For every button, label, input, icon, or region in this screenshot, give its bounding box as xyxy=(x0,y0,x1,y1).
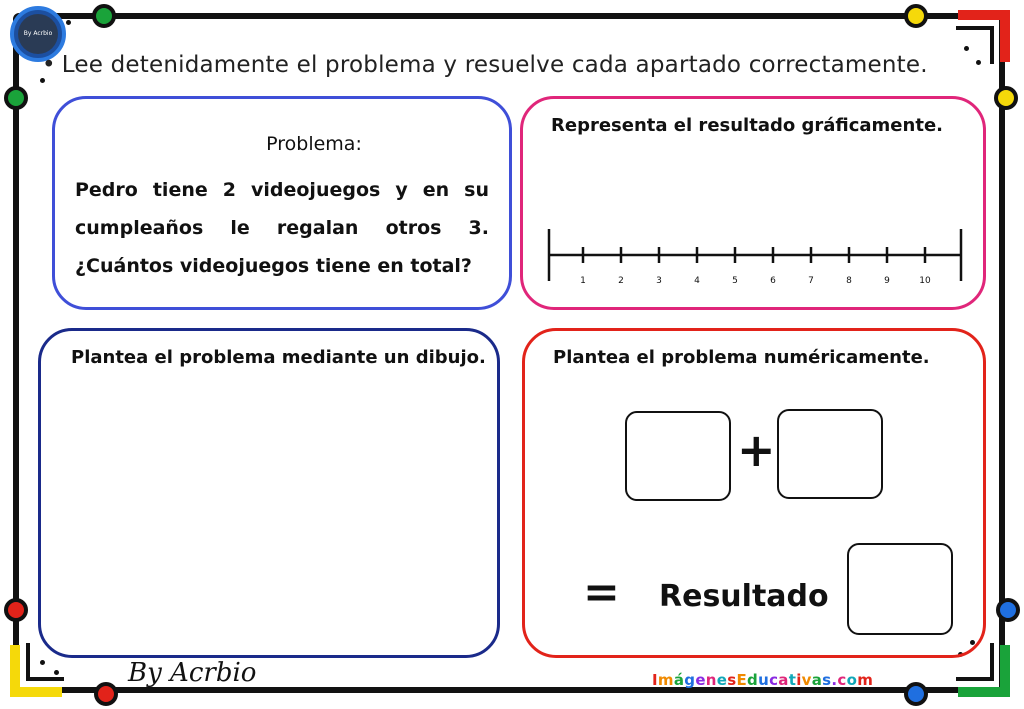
website-letter: o xyxy=(846,671,858,689)
drawing-box-title: Plantea el problema mediante un dibujo. xyxy=(71,347,486,368)
decorative-tiny-dot xyxy=(976,60,981,65)
plus-sign: + xyxy=(737,423,776,477)
graph-box-title: Representa el resultado gráficamente. xyxy=(551,115,943,136)
decorative-dot-red xyxy=(94,682,118,706)
drawing-box[interactable] xyxy=(38,328,500,658)
website-letter: c xyxy=(769,671,779,689)
numeric-box xyxy=(522,328,986,658)
number-line-tick-label: 8 xyxy=(846,276,852,286)
problem-heading: Problema: xyxy=(266,133,362,155)
website-letter: i xyxy=(796,671,802,689)
numeric-box-title: Plantea el problema numéricamente. xyxy=(553,347,930,368)
problem-box xyxy=(52,96,512,310)
author-logo-text: By Acrbio xyxy=(18,14,58,54)
instruction-bullet: • xyxy=(42,52,56,78)
author-signature: By Acrbio xyxy=(128,658,257,688)
decorative-dot-red xyxy=(4,598,28,622)
problem-statement: Pedro tiene 2 videojuegos y en su cumpleaños le regalan otros 3. ¿Cuántos videojuegos tiene en total? xyxy=(75,179,489,277)
decorative-dot-yellow xyxy=(904,4,928,28)
result-label: Resultado xyxy=(659,579,829,614)
decorative-dot-green xyxy=(4,86,28,110)
number-line-tick-label: 10 xyxy=(919,276,931,286)
corner-decoration-top-right xyxy=(958,10,1010,62)
decorative-tiny-dot xyxy=(66,20,71,25)
website-letter: I xyxy=(652,671,658,689)
number-line-tick-label: 9 xyxy=(884,276,890,286)
website-letter: e xyxy=(695,671,706,689)
number-line[interactable] xyxy=(545,221,969,291)
instruction-text xyxy=(42,52,928,78)
decorative-tiny-dot xyxy=(964,46,969,51)
website-letter: . xyxy=(831,671,838,689)
graph-box xyxy=(520,96,986,310)
website-letter: m xyxy=(857,671,874,689)
decorative-dot-blue xyxy=(904,682,928,706)
website-letter: d xyxy=(747,671,759,689)
decorative-dot-yellow xyxy=(994,86,1018,110)
decorative-tiny-dot xyxy=(54,670,59,675)
website-letter: t xyxy=(788,671,797,689)
website-letter: á xyxy=(673,671,685,689)
website-letter: e xyxy=(716,671,728,689)
number-line-tick-label: 5 xyxy=(732,276,738,286)
number-line-tick-label: 6 xyxy=(770,276,776,286)
addend-box-second[interactable] xyxy=(777,409,883,499)
website-letter: E xyxy=(736,671,748,689)
number-line-tick-label: 4 xyxy=(694,276,700,286)
website-letter: a xyxy=(778,671,789,689)
decorative-dot-blue xyxy=(996,598,1020,622)
website-letter: c xyxy=(837,671,847,689)
equals-sign: = xyxy=(583,567,620,618)
website-letter: v xyxy=(801,671,812,689)
number-line-tick-label: 7 xyxy=(808,276,814,286)
website-letter: u xyxy=(758,671,770,689)
number-line-tick-label: 1 xyxy=(580,276,586,286)
result-box[interactable] xyxy=(847,543,953,635)
addend-box-first[interactable] xyxy=(625,411,731,501)
website-letter: g xyxy=(684,671,696,689)
website-letter: s xyxy=(727,671,737,689)
decorative-tiny-dot xyxy=(40,660,45,665)
website-letter: a xyxy=(811,671,823,689)
instruction-label: Lee detenidamente el problema y resuelve cada apartado correctamente. xyxy=(61,52,928,78)
decorative-tiny-dot xyxy=(40,78,45,83)
website-letter: n xyxy=(705,671,717,689)
website-watermark xyxy=(652,671,873,689)
website-letter: s xyxy=(822,671,832,689)
decorative-dot-green xyxy=(92,4,116,28)
number-line-tick-label: 2 xyxy=(618,276,624,286)
number-line-tick-label: 3 xyxy=(656,276,662,286)
website-letter: m xyxy=(657,671,674,689)
